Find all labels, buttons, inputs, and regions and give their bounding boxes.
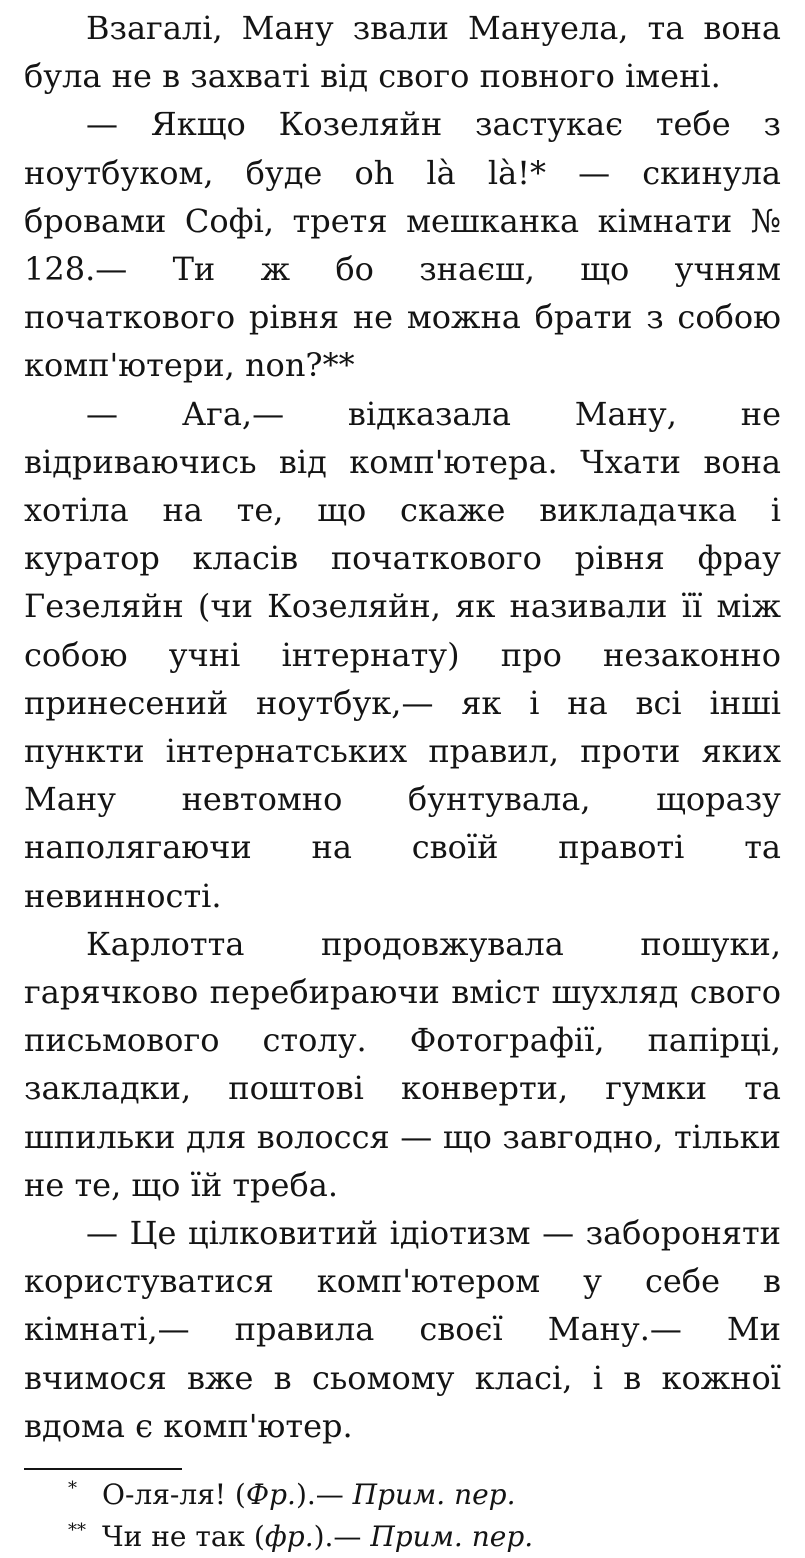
footnote-close: ).— [313, 1520, 371, 1554]
footnote-2 [68, 1516, 781, 1558]
footnote-close: ).— [295, 1478, 353, 1512]
paragraph-1: Взагалі, Ману звали Мануела, та вона була не в захваті від свого повного імені. [24, 9, 781, 96]
paragraph-4: Карлотта продовжувала пошуки, гарячково перебираючи вміст шухляд свого письмового столу. Фотографії, папірці, закладки, поштові конверти, гумки та шпильки для волосся — що завгодно, тільки не те, що їй треба. [24, 924, 781, 1204]
footnote-note: Прим. пер. [352, 1478, 516, 1512]
footnote-mark: ** [68, 1520, 86, 1542]
footnote-note: Прим. пер. [370, 1520, 534, 1554]
footnote-text: Чи не так ( [102, 1520, 265, 1554]
paragraph-5: — Це цілковитий ідіотизм — забороняти користуватися комп'ютером у себе в кімнаті,— правила своєї Ману.— Ми вчимося вже в сьомому класі, і в кожної вдома є комп'ютер. [24, 1214, 781, 1445]
paragraph-3: — Ага,— відказала Ману, не відриваючись від комп'ютера. Чхати вона хотіла на те, що скаже викладачка і куратор класів початкового рівня фрау Гезеляйн (чи Козеляйн, як називали її між собою учні інтернату) про незаконно принесений ноутбук,— як і на всі інші пункти інтернатських правил, проти яких Ману невтомно бунтувала, щоразу наполягаючи на своїй правоті та невинності. [24, 394, 781, 915]
footnote-1 [68, 1474, 781, 1516]
footnote-text: О-ля-ля! ( [102, 1478, 246, 1512]
book-page [24, 4, 781, 1558]
footnote-lang: Фр. [245, 1478, 296, 1512]
footnotes [68, 1474, 781, 1558]
paragraph-2: — Якщо Козеляйн застукає тебе з ноутбуком, буде oh là là!* — скинула бровами Софі, третя мешканка кімнати № 128.— Ти ж бо знаєш, що учням початкового рівня не можна брати з собою комп'ютери, non?** [24, 105, 781, 385]
footnote-divider [24, 1468, 182, 1470]
footnote-lang: фр. [264, 1520, 314, 1554]
footnote-mark: * [68, 1478, 77, 1500]
